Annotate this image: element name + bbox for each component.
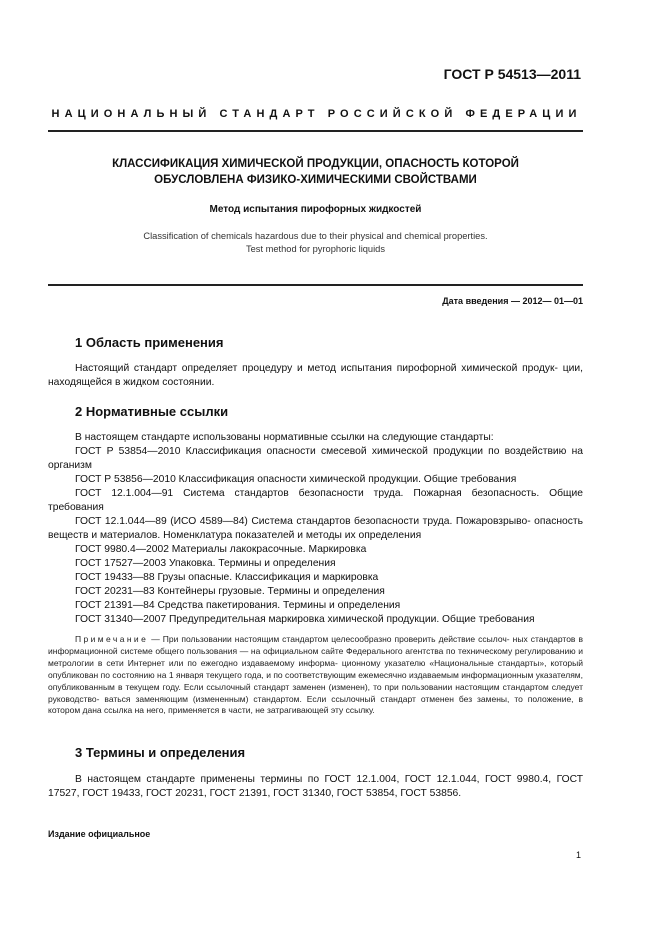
page-number: 1 (575, 850, 581, 860)
document-subtitle: Метод испытания пирофорных жидкостей (209, 204, 422, 215)
reference-item: ГОСТ Р 53854—2010 Классификация опасности смесевой химической продукции по воздействию на организм (48, 446, 583, 471)
reference-item: ГОСТ 31340—2007 Предупредительная маркировка химической продукции. Общие требования (75, 614, 535, 625)
note-text: — При пользовании настоящим стандартом целесообразно проверить действие ссылоч- ных стандартов в информационной системе общего пользования — на официальном сайте Федерального агентства по техническому регулированию и метрологии в сети Интернет или по ежегодно издаваемому информа- ционному указателю «Национальные стандарты», который опубликован по состоянию на 1 января текущего года, и по соответствующим ежемесячно издаваемым информационным указателям, опубликованным в текущем году. Если ссылочный стандарт заменен (изменен), то при пользовании настоящим стандартом следует руководство- ваться заменяющим (измененным) стандартом. Если ссылочный стандарт отменен без замены, то положение, в котором дана ссылка на него, применяется в части, не затрагивающей эту ссылку. (48, 634, 583, 716)
section-1-text (48, 362, 583, 390)
introduction-date: Дата введения — 2012— 01—01 (442, 296, 583, 306)
reference-item: ГОСТ 9980.4—2002 Материалы лакокрасочные. Маркировка (75, 544, 367, 555)
reference-item: ГОСТ 19433—88 Грузы опасные. Классификация и маркировка (75, 572, 379, 583)
note-label: Примечание (75, 634, 149, 644)
top-rule (48, 130, 583, 132)
reference-item: ГОСТ 17527—2003 Упаковка. Термины и определения (75, 558, 336, 569)
section-3-heading: 3 Термины и определения (75, 745, 246, 760)
reference-item: ГОСТ 12.1.044—89 (ИСО 4589—84) Система стандартов безопасности труда. Пожаровзрыво- опасность веществ и материалов. Номенклатура показателей и методы их определения (48, 516, 583, 541)
section-3-text (48, 773, 583, 801)
section-2-heading: 2 Нормативные ссылки (75, 404, 229, 419)
reference-item: ГОСТ 20231—83 Контейнеры грузовые. Термины и определения (75, 586, 385, 597)
english-title-line-1: Classification of chemicals hazardous due to their physical and chemical properties. (143, 231, 488, 241)
reference-item: ГОСТ Р 53856—2010 Классификация опасности химической продукции. Общие требования (75, 474, 517, 485)
reference-list (48, 445, 583, 627)
english-title-line-2: Test method for pyrophoric liquids (245, 244, 385, 254)
section-1-body: Настоящий стандарт определяет процедуру и метод испытания пирофорной химической продук- ции, находящейся в жидком состоянии. (48, 363, 583, 388)
section-1-heading: 1 Область применения (75, 335, 224, 350)
title-rule (48, 284, 583, 286)
section-2-intro-text: В настоящем стандарте использованы нормативные ссылки на следующие стандарты: (75, 432, 494, 443)
official-edition-label: Издание официальное (48, 829, 151, 839)
national-standard-banner: НАЦИОНАЛЬНЫЙ СТАНДАРТ РОССИЙСКОЙ ФЕДЕРАЦИИ (51, 108, 582, 120)
title-line-2: ОБУСЛОВЛЕНА ФИЗИКО-ХИМИЧЕСКИМИ СВОЙСТВАМИ (154, 174, 477, 186)
section-2-intro (48, 431, 583, 445)
section-3-body: В настоящем стандарте применены термины по ГОСТ 12.1.004, ГОСТ 12.1.044, ГОСТ 9980.4, ГОСТ 17527, ГОСТ 19433, ГОСТ 20231, ГОСТ 21391, ГОСТ 31340, ГОСТ 53854, ГОСТ 53856. (48, 774, 583, 799)
english-title (48, 230, 583, 256)
reference-item: ГОСТ 21391—84 Средства пакетирования. Термины и определения (75, 600, 401, 611)
title-line-1: КЛАССИФИКАЦИЯ ХИМИЧЕСКОЙ ПРОДУКЦИИ, ОПАСНОСТЬ КОТОРОЙ (112, 158, 519, 170)
note-block (48, 634, 583, 717)
reference-item: ГОСТ 12.1.004—91 Система стандартов безопасности труда. Пожарная безопасность. Общие требования (48, 488, 583, 513)
document-code: ГОСТ Р 54513—2011 (443, 66, 581, 82)
document-title (48, 156, 583, 188)
